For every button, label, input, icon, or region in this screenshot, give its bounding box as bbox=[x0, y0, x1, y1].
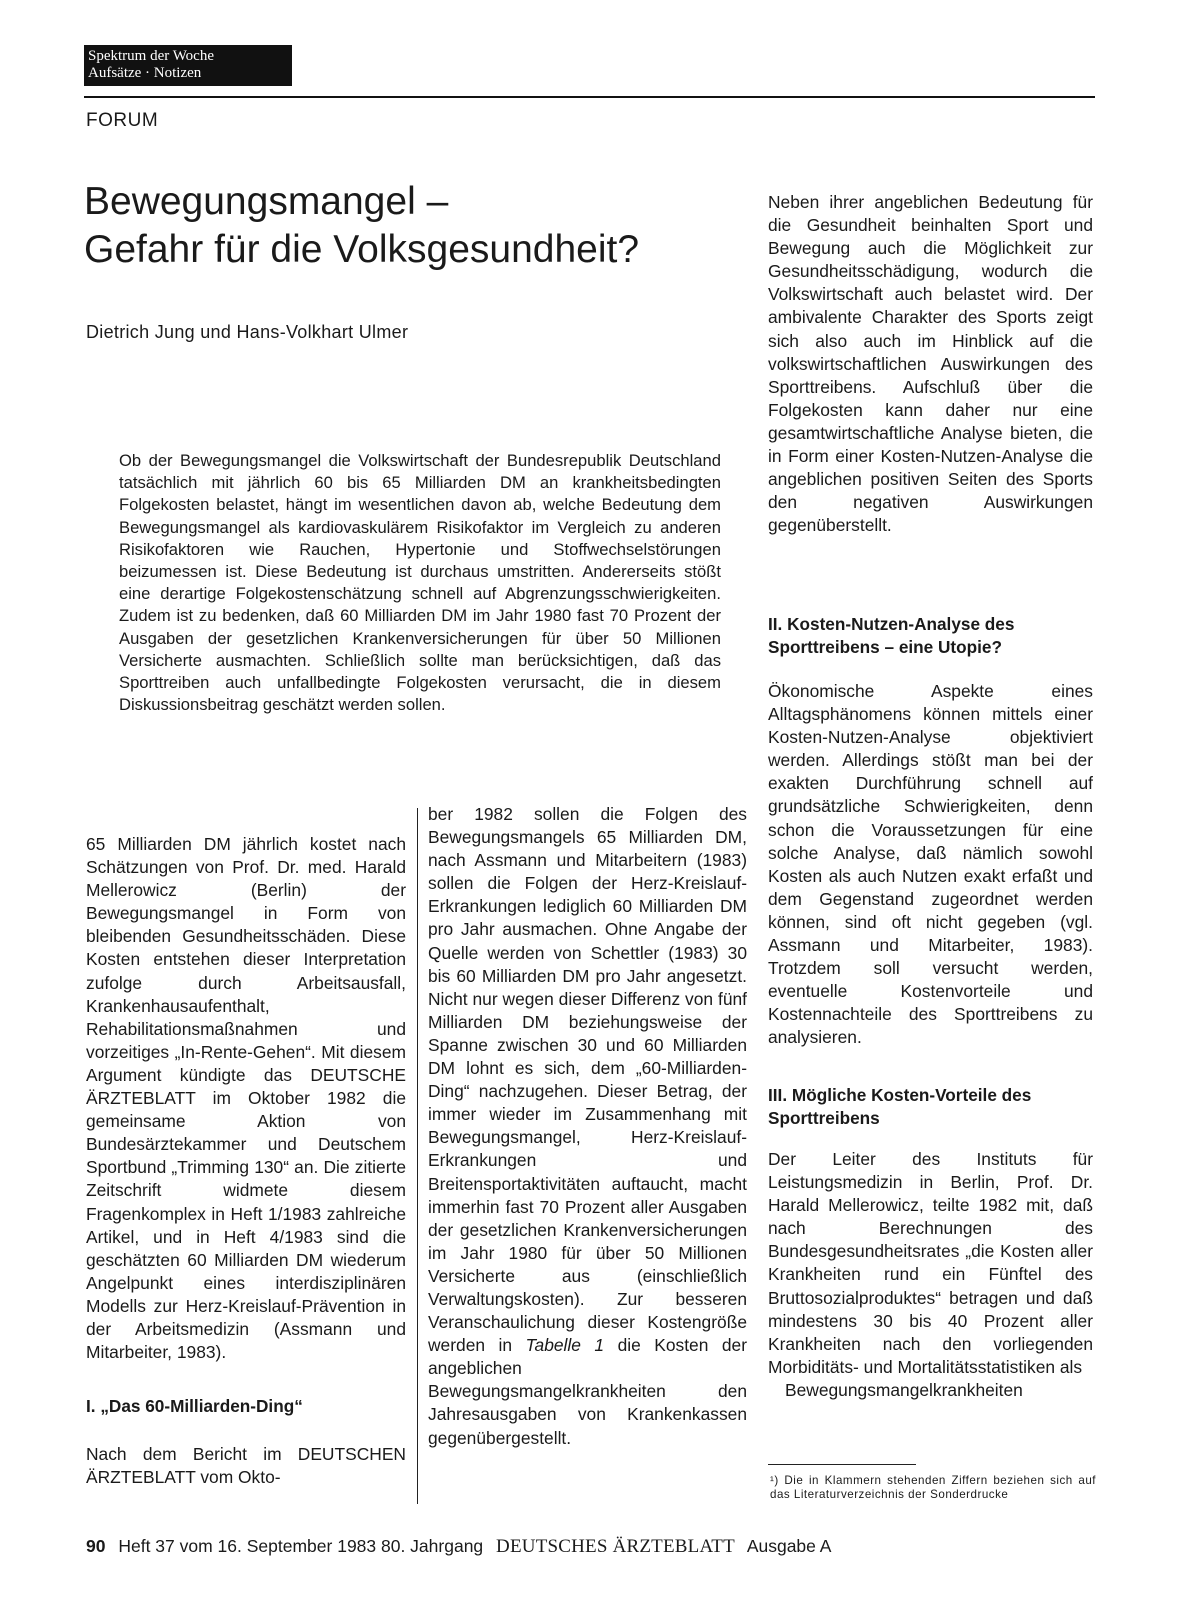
section-label: FORUM bbox=[86, 110, 159, 131]
table-reference: Tabelle 1 bbox=[525, 1335, 605, 1356]
header-rule bbox=[84, 96, 1095, 98]
badge-line-2: Aufsätze · Notizen bbox=[88, 65, 202, 81]
paragraph-section2: Ökonomische Aspekte eines Alltagsphänomens können mittels einer Kosten-Nutzen-Analyse objektiviert werden. Allerdings stößt man bei der exakten Durchführung schnell auf grundsätzliche Schwierigkeiten, denn schon die Voraussetzungen für eine solche Analyse, daß nämlich sowohl Kosten als auch Nutzen exakt erfaßt und dem Gegenstand zugeordnet werden können, sind oft nicht gegeben (vgl. Assmann und Mitarbeiter, 1983). Trotzdem soll versucht werden, eventuelle Kostenvorteile und Kostennachteile des Sporttreibens zu analysieren. bbox=[768, 681, 1093, 1048]
edition-info: Ausgabe A bbox=[746, 1536, 832, 1556]
body-column-left-section1 bbox=[86, 1443, 406, 1489]
footnote: ¹) Die in Klammern stehenden Ziffern beziehen sich auf das Literaturverzeichnis der Sonderdrucke bbox=[770, 1474, 1096, 1501]
section-heading-3: III. Mögliche Kosten-Vorteile des Sporttreibens bbox=[768, 1085, 1032, 1128]
article-title bbox=[84, 178, 744, 274]
badge-line-1: Spektrum der Woche bbox=[88, 48, 214, 64]
body-column-middle bbox=[428, 803, 747, 1450]
paragraph-ambivalence: Neben ihrer angeblichen Bedeutung für die Gesundheit beinhalten Sport und Bewegung auch die Möglichkeit zur Gesundheitsschädigung, wodurch die Volkswirtschaft auch belastet wird. Der ambivalente Charakter des Sports zeigt sich also auch im Hinblick auf die volkswirtschaftlichen Auswirkungen des Sporttreibens. Aufschluß über die Folgekosten kann daher nur eine gesamtwirtschaftliche Analyse bieten, die in Form einer Kosten-Nutzen-Analyse die angeblichen positiven Seiten des Sports den negativen Auswirkungen gegenüberstellt. bbox=[768, 192, 1093, 536]
section-heading-1: I. „Das 60-Milliarden-Ding“ bbox=[86, 1396, 303, 1416]
page-footer bbox=[86, 1536, 831, 1558]
paragraph-section1-text: ber 1982 sollen die Folgen des Bewegungsmangels 65 Milliarden DM, nach Assmann und Mitarbeitern (1983) sollen die Folgen der Herz-Kreislauf-Erkrankungen lediglich 60 Milliarden DM pro Jahr ausmachen. Ohne Angabe der Quelle werden von Schettler (1983) 30 bis 60 Milliarden DM pro Jahr angesetzt. Nicht nur wegen dieser Differenz von fünf Milliarden DM beziehungsweise der Spanne zwischen 30 und 60 Milliarden DM lohnt es sich, dem „60-Milliarden-Ding“ nachzugehen. Dieser Betrag, der immer wieder im Zusammenhang mit Bewegungsmangel, Herz-Kreislauf-Erkrankungen und Breitensportaktivitäten auftaucht, macht immerhin fast 70 Prozent aller Ausgaben der gesetzlichen Krankenversicherungen im Jahr 1980 für über 50 Millionen Versicherte aus (einschließlich Verwaltungskosten). Zur besseren Veranschaulichung dieser Kostengröße werden in bbox=[428, 804, 747, 1356]
title-line-1: Bewegungsmangel – bbox=[84, 180, 449, 223]
title-line-2: Gefahr für die Volksgesundheit? bbox=[84, 228, 640, 271]
footnote-rule bbox=[768, 1464, 916, 1465]
paragraph-section1-start: Nach dem Bericht im DEUTSCHEN ÄRZTEBLATT vom Okto- bbox=[86, 1444, 406, 1488]
journal-name: DEUTSCHES ÄRZTEBLATT bbox=[496, 1536, 735, 1557]
paragraph-intro: 65 Milliarden DM jährlich kostet nach Schätzungen von Prof. Dr. med. Harald Mellerowicz (Berlin) der Bewegungsmangel in Form von bleibenden Gesundheitsschäden. Diese Kosten entstehen dieser Interpretation zufolge durch Arbeitsausfall, Krankenhausaufenthalt, Rehabilitationsmaßnahmen und vorzeitiges „In-Rente-Gehen“. Mit diesem Argument kündigte das DEUTSCHE ÄRZTEBLATT im Oktober 1982 die gemeinsame Aktion von Bundesärztekammer und Deutschem Sportbund „Trimming 130“ an. Die zitierte Zeitschrift widmete diesem Fragenkomplex in Heft 1/1983 zahlreiche Artikel, und in Heft 4/1983 sind die geschätzten 60 Milliarden DM wiederum Angelpunkt eines interdisziplinären Modells zur Herz-Kreislauf-Prävention in der Arbeitsmedizin (Assmann und Mitarbeiter, 1983). bbox=[86, 834, 406, 1363]
body-column-left-intro bbox=[86, 833, 406, 1364]
issue-info: Heft 37 vom 16. September 1983 80. Jahrgang bbox=[118, 1536, 484, 1556]
page-number: 90 bbox=[86, 1536, 106, 1556]
article-abstract: Ob der Bewegungsmangel die Volkswirtschaft der Bundesrepublik Deutschland tatsächlich mit jährlich 60 bis 65 Milliarden DM an krankheitsbedingten Folgekosten belastet, hängt im wesentlichen davon ab, welche Bedeutung dem Bewegungsmangel als kardiovaskulärem Risikofaktor im Vergleich zu anderen Risikofaktoren wie Rauchen, Hypertonie und Stoffwechselstörungen beizumessen ist. Diese Bedeutung ist durchaus umstritten. Andererseits stößt eine derartige Folgekostenschätzung schnell auf Abgrenzungsschwierigkeiten. Zudem ist zu bedenken, daß 60 Milliarden DM im Jahr 1980 fast 70 Prozent der Ausgaben der gesetzlichen Krankenversicherungen für über 50 Millionen Versicherte ausmachten. Schließlich sollte man berücksichtigen, daß das Sporttreiben auch unfallbedingte Folgekosten verursacht, die in diesem Diskussionsbeitrag geschätzt werden sollen. bbox=[119, 451, 721, 715]
column-divider bbox=[417, 808, 418, 1504]
body-column-right-section3 bbox=[768, 1148, 1093, 1402]
paragraph-section1-text-end: die Kosten der angeblichen Bewegungsmangelkrankheiten den Jahresausgaben von Krankenkassen gegenübergestellt. bbox=[428, 1335, 747, 1448]
body-column-right-section2 bbox=[768, 680, 1093, 1050]
section-badge bbox=[84, 45, 292, 86]
article-authors: Dietrich Jung und Hans-Volkhart Ulmer bbox=[86, 322, 409, 342]
paragraph-section3-last-line: Bewegungsmangelkrankheiten bbox=[785, 1379, 1023, 1400]
body-column-right-intro bbox=[768, 191, 1093, 537]
section-heading-2: II. Kosten-Nutzen-Analyse des Sporttreibens – eine Utopie? bbox=[768, 614, 1015, 657]
paragraph-section1-cont bbox=[428, 803, 747, 1450]
paragraph-section3: Der Leiter des Instituts für Leistungsmedizin in Berlin, Prof. Dr. Harald Mellerowicz, teilte 1982 mit, daß nach Berechnungen des Bundesgesundheitsrates „die Kosten aller Krankheiten rund ein Fünftel des Bruttosozialproduktes“ betragen und daß mindestens 30 bis 40 Prozent aller Krankheiten nach den vorliegenden Morbiditäts- und Mortalitätsstatistiken als bbox=[768, 1149, 1093, 1377]
